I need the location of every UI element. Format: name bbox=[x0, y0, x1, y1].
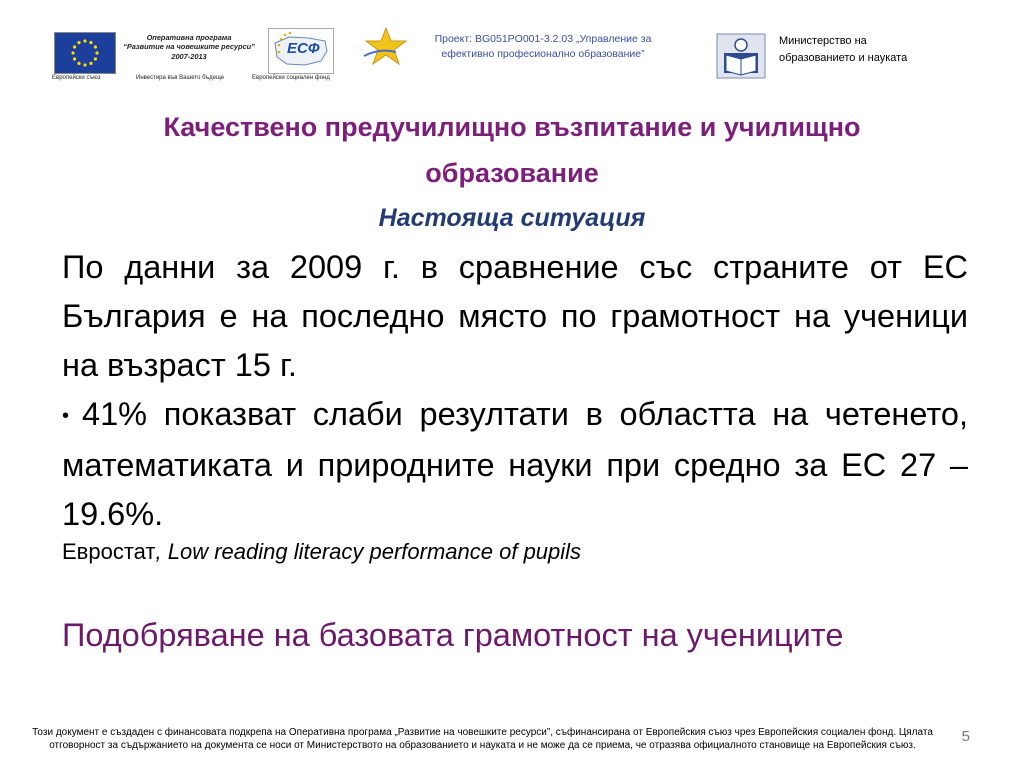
page-number: 5 bbox=[961, 728, 970, 745]
esf-caption: Европейски социален фонд bbox=[252, 75, 330, 81]
funding-footnote: Този документ е създаден с финансовата подкрепа на Оперативна програма „Развитие на човешките ресурси”, съфинансирана от Европейския съюз чрез Европейския социален фонд. Цялата отговорност за съдържанието на документа се носи от Министерството на образованието и науката и не може да се приема, че отразява официалното становище на Европейския съюз. bbox=[32, 727, 933, 751]
intro-paragraph: По данни за 2009 г. в сравнение със страните от ЕС България е на последно място по грамотност на ученици на възраст 15 г. bbox=[62, 249, 968, 383]
ministry-line1: Министерство на bbox=[779, 35, 867, 47]
eu-caption: Европейски съюз bbox=[52, 75, 101, 81]
bullet-paragraph bbox=[62, 390, 968, 539]
eu-stars-icon bbox=[55, 33, 115, 73]
invest-caption: Инвестира във Вашето бъдеще bbox=[136, 75, 225, 81]
project-line1: Проект: BG051PO001-3.2.03 „Управление за bbox=[434, 33, 652, 45]
ministry-line2: образованието и науката bbox=[779, 52, 908, 64]
ministry-logo bbox=[716, 33, 766, 79]
bullet-text: 41% показват слаби резултати в областта на четенето, математиката и природните науки при средно за ЕС 27 – 19.6%. bbox=[62, 396, 968, 532]
slide-subtitle: Настояща ситуация bbox=[378, 204, 646, 232]
source-plain: Евростат bbox=[62, 538, 156, 564]
op-title-line1: Оперативна програма bbox=[146, 33, 232, 42]
op-title-line3: 2007-2013 bbox=[171, 51, 207, 61]
slide-title-line1: Качествено предучилищно възпитание и училищно bbox=[163, 112, 861, 142]
slide-title-line2: образование bbox=[425, 158, 599, 188]
star-icon bbox=[362, 26, 410, 68]
ministry-name bbox=[779, 33, 949, 67]
project-line2: ефективно професионално образование” bbox=[441, 48, 645, 60]
bullet-mark: • bbox=[62, 404, 70, 427]
eu-flag-logo bbox=[54, 32, 116, 74]
esf-logo-text: ЕСФ bbox=[287, 40, 320, 57]
slide-title bbox=[40, 104, 984, 196]
slide-body bbox=[62, 243, 968, 659]
esf-logo bbox=[268, 28, 334, 74]
operational-programme-logo bbox=[116, 33, 262, 61]
source-italic: , Low reading literacy performance of pupils bbox=[155, 538, 582, 564]
op-title-line2: “Развитие на човешките ресурси” bbox=[123, 42, 255, 52]
improvement-heading: Подобряване на базовата грамотност на учениците bbox=[62, 616, 844, 653]
project-info bbox=[418, 32, 668, 62]
source-line bbox=[62, 537, 968, 567]
